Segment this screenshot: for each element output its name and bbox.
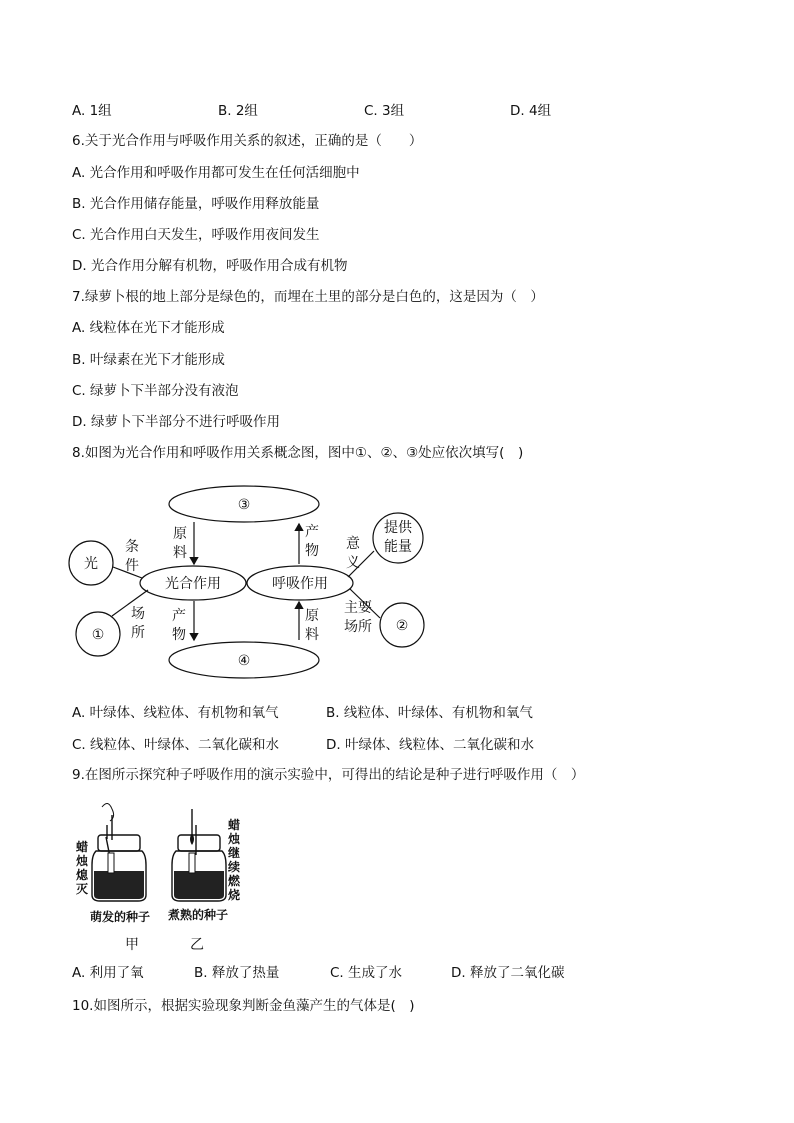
q7-option-c: C. 绿萝卜下半部分没有液泡 [72,383,239,399]
side-right-2: 烛 [227,832,241,846]
side-right-1: 蜡 [227,818,241,832]
q7-option-a: A. 线粒体在光下才能形成 [72,320,225,336]
seed-experiment-figure [72,795,242,955]
label-site-1: 场 [131,606,145,622]
side-right-6: 烧 [227,888,241,902]
side-right-3: 继 [227,846,241,860]
label-raw-top-2: 料 [173,545,187,561]
label-product-top-1: 产 [305,524,319,540]
side-left-1: 蜡 [75,840,89,854]
label-meaning-1: 意 [346,536,360,552]
cooked-seeds-fill [174,871,224,899]
q9-stem: 9.在图所示探究种子呼吸作用的演示实验中，可得出的结论是种子进行呼吸作用（ ） [72,767,585,783]
label-light: 光 [84,556,98,572]
label-circle-2: ② [395,618,409,634]
label-raw-bottom-1: 原 [305,608,319,624]
q7-stem: 7.绿萝卜根的地上部分是绿色的，而埋在土里的部分是白色的，这是因为（ ） [72,289,544,305]
label-germinating-seeds: 萌发的种子 [89,910,151,924]
q6-option-c: C. 光合作用白天发生，呼吸作用夜间发生 [72,227,320,243]
side-left-3: 熄 [75,868,89,882]
q8-option-c: C. 线粒体、叶绿体、二氧化碳和水 [72,737,280,753]
label-condition-2: 件 [125,558,139,574]
q5-option-c: C. 3组 [364,103,405,119]
label-respiration: 呼吸作用 [272,576,328,592]
side-right-4: 续 [227,860,241,874]
q8-option-a: A. 叶绿体、线粒体、有机物和氧气 [72,705,279,721]
q8-stem: 8.如图为光合作用和呼吸作用关系概念图，图中①、②、③处应依次填写( ) [72,445,524,461]
q6-stem: 6.关于光合作用与呼吸作用关系的叙述，正确的是（ ） [72,133,423,149]
side-right-5: 燃 [227,874,241,888]
label-photosynthesis: 光合作用 [165,576,221,592]
q6-option-b: B. 光合作用储存能量，呼吸作用释放能量 [72,196,320,212]
label-circle-1: ① [91,627,105,643]
q9-option-b: B. 释放了热量 [194,965,280,981]
label-product-bottom-2: 物 [172,627,186,643]
label-jia: 甲 [125,937,139,953]
side-left-4: 灭 [75,882,89,896]
q8-option-d: D. 叶绿体、线粒体、二氧化碳和水 [326,737,534,753]
q7-option-d: D. 绿萝卜下半部分不进行呼吸作用 [72,414,280,430]
label-condition-1: 条 [125,539,139,555]
label-main-site-1: 主要 [344,600,372,616]
label-cooked-seeds: 煮熟的种子 [167,908,229,922]
candle-yi [189,853,195,873]
concept-diagram [60,478,440,688]
label-site-2: 所 [131,625,145,641]
label-main-site-2: 场所 [344,619,372,635]
q6-option-d: D. 光合作用分解有机物，呼吸作用合成有机物 [72,258,348,274]
q9-option-c: C. 生成了水 [330,965,403,981]
label-product-top-2: 物 [305,543,319,559]
q10-stem: 10.如图所示，根据实验现象判断金鱼藻产生的气体是( ) [72,998,415,1014]
label-raw-bottom-2: 料 [305,627,319,643]
q7-option-b: B. 叶绿素在光下才能形成 [72,352,225,368]
q6-option-a: A. 光合作用和呼吸作用都可发生在任何活细胞中 [72,165,360,181]
q5-option-a: A. 1组 [72,103,112,119]
q8-option-b: B. 线粒体、叶绿体、有机物和氧气 [326,705,533,721]
label-product-bottom-1: 产 [172,608,186,624]
label-4: ④ [237,653,251,669]
label-meaning-2: 义 [346,555,360,571]
label-energy-1: 提供 [384,520,412,536]
q9-option-a: A. 利用了氧 [72,965,144,981]
q5-option-b: B. 2组 [218,103,258,119]
q9-option-d: D. 释放了二氧化碳 [451,965,565,981]
germinating-seeds-fill [94,871,144,899]
label-energy-2: 能量 [384,539,412,555]
side-left-2: 烛 [75,854,89,868]
candle-jia [108,853,114,873]
label-3: ③ [237,497,251,513]
q5-option-d: D. 4组 [510,103,552,119]
label-raw-top-1: 原 [173,526,187,542]
label-yi: 乙 [190,937,204,953]
